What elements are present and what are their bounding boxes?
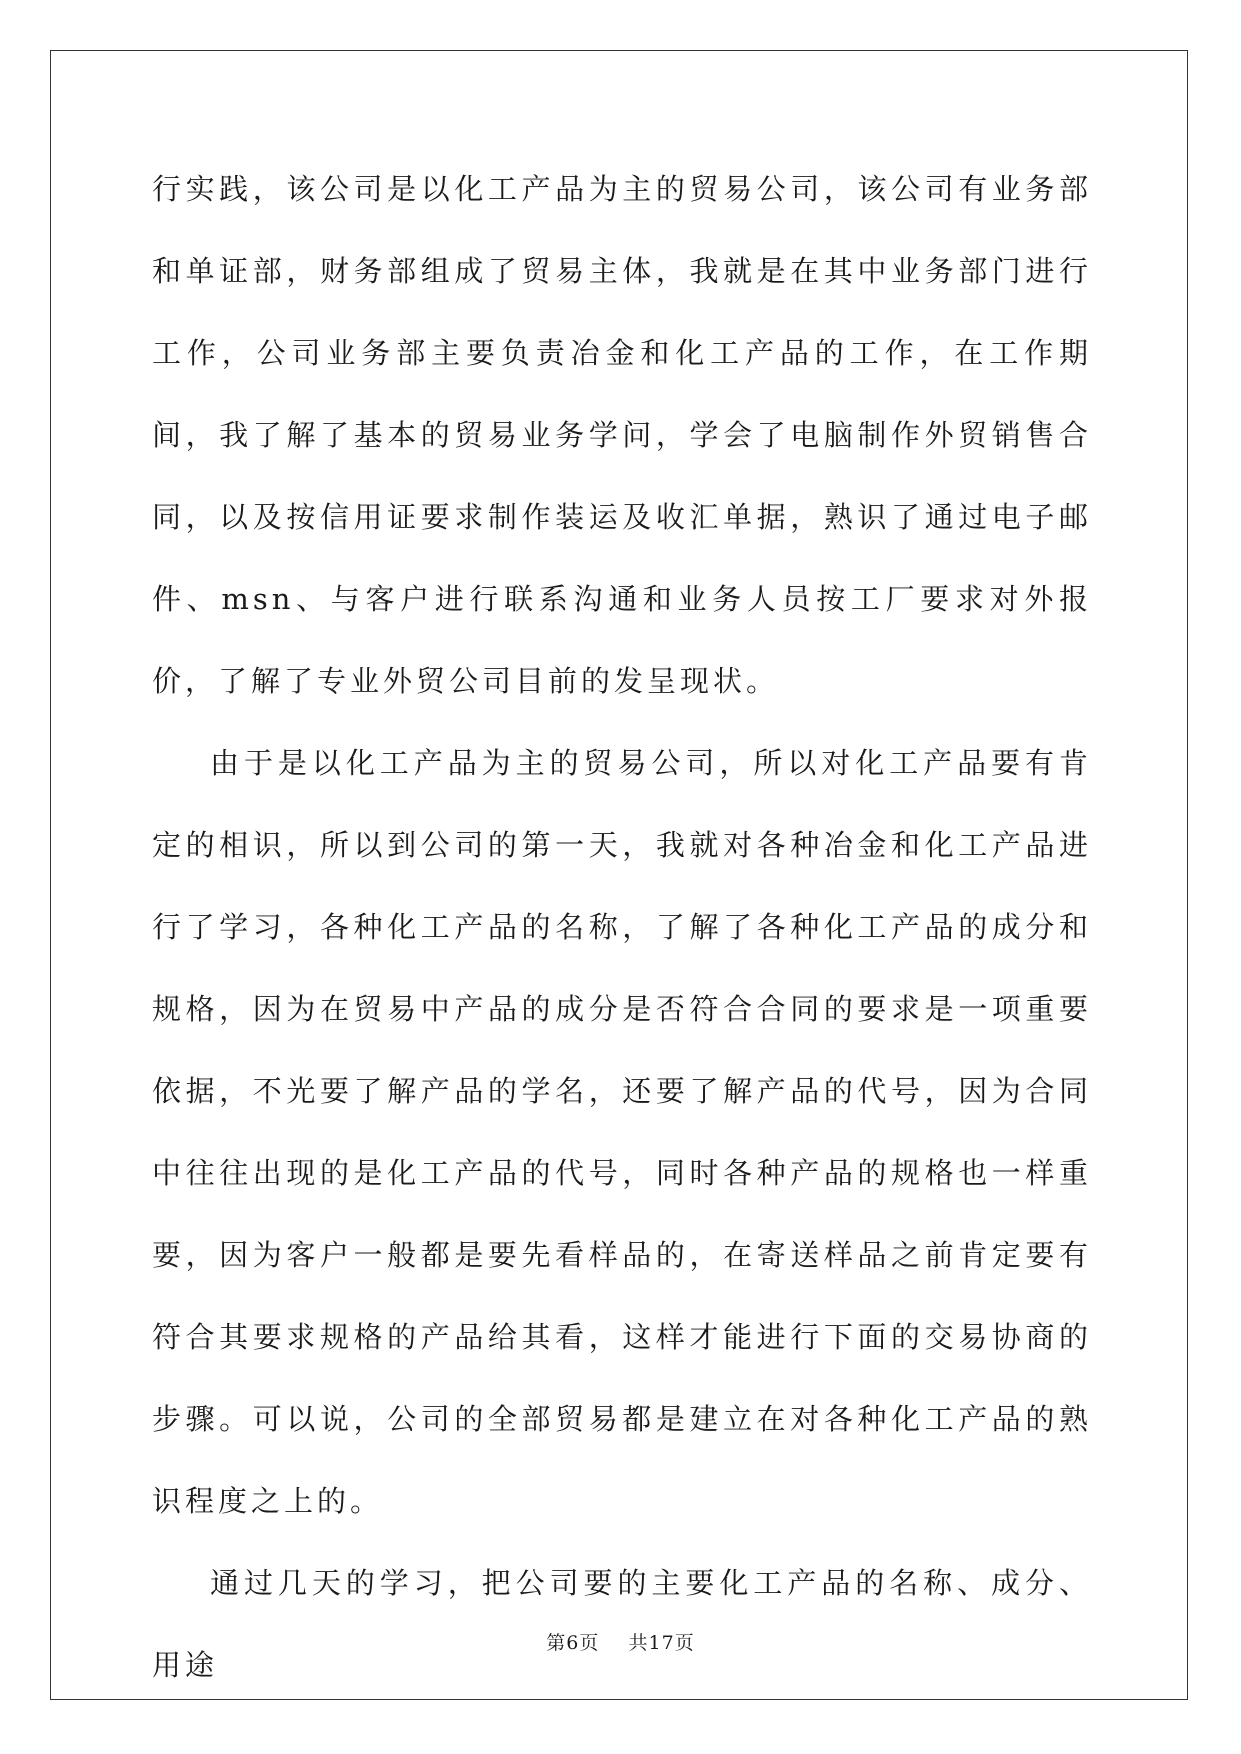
page-total: 共17页 bbox=[628, 1632, 695, 1654]
page-footer bbox=[0, 1628, 1241, 1655]
page-number: 第6页 bbox=[546, 1632, 600, 1654]
paragraph-1: 行实践，该公司是以化工产品为主的贸易公司，该公司有业务部和单证部，财务部组成了贸易主体，我就是在其中业务部门进行工作，公司业务部主要负责冶金和化工产品的工作，在工作期间，我了解了基本的贸易业务学问，学会了电脑制作外贸销售合同，以及按信用证要求制作装运及收汇单据，熟识了通过电子邮件、msn、与客户进行联系沟通和业务人员按工厂要求对外报价，了解了专业外贸公司目前的发呈现状。 bbox=[152, 172, 1092, 698]
paragraph-3: 通过几天的学习，把公司要的主要化工产品的名称、成分、用途 bbox=[152, 1566, 1092, 1682]
paragraph-2: 由于是以化工产品为主的贸易公司，所以对化工产品要有肯定的相识，所以到公司的第一天，我就对各种冶金和化工产品进行了学习，各种化工产品的名称，了解了各种化工产品的成分和规格，因为在贸易中产品的成分是否符合合同的要求是一项重要依据，不光要了解产品的学名，还要了解产品的代号，因为合同中往往出现的是化工产品的代号，同时各种产品的规格也一样重要，因为客户一般都是要先看样品的，在寄送样品之前肯定要有符合其要求规格的产品给其看，这样才能进行下面的交易协商的步骤。可以说，公司的全部贸易都是建立在对各种化工产品的熟识程度之上的。 bbox=[152, 746, 1092, 1518]
document-body bbox=[152, 148, 1092, 1706]
